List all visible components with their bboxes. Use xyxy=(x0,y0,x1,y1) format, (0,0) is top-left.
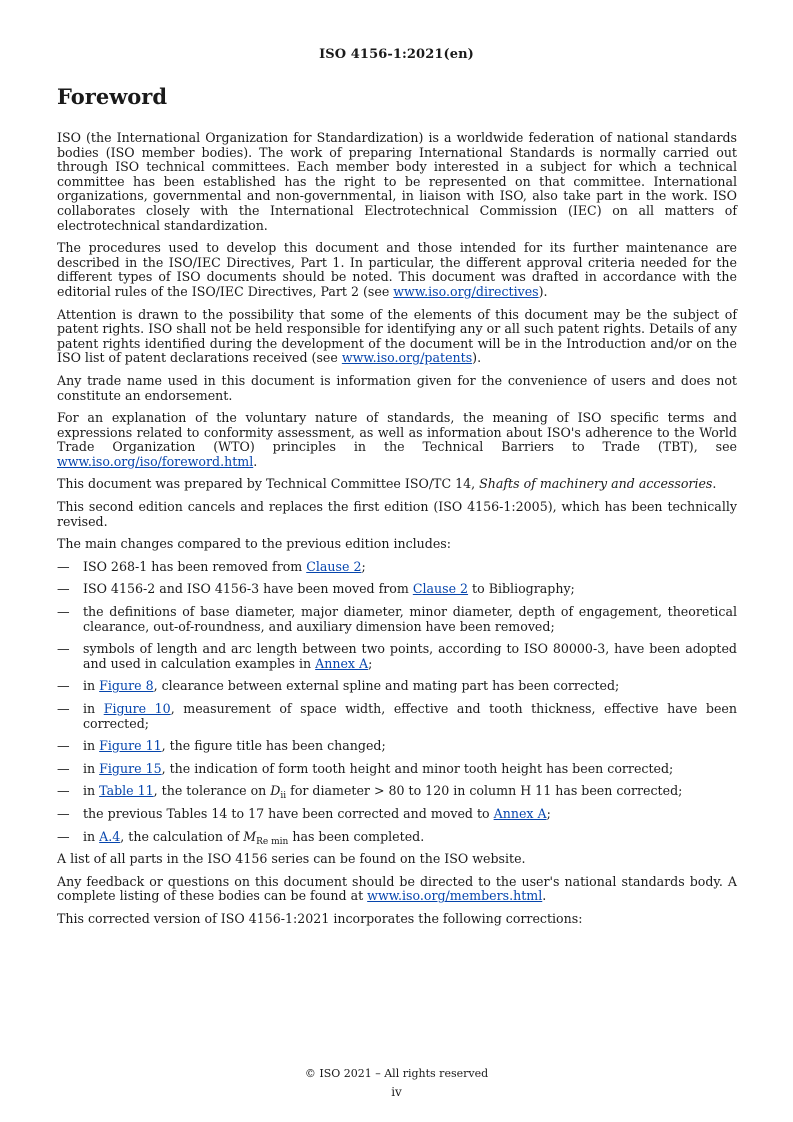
page-title: Foreword xyxy=(57,84,168,109)
dash-bullet: — xyxy=(57,738,70,754)
list-item-text: for diameter > 80 to 120 in column H 11 has been corrected; xyxy=(286,783,683,799)
list-item xyxy=(57,679,737,694)
copyright-footer: © ISO 2021 – All rights reserved xyxy=(304,1067,489,1080)
list-item-text: , the calculation of xyxy=(120,828,244,844)
paragraph-text: This corrected version of ISO 4156-1:2021 incorporates the following corrections: xyxy=(57,910,583,926)
link-figure-11[interactable]: Figure 11 xyxy=(99,738,162,754)
list-item-text: , the tolerance on xyxy=(153,783,271,799)
paragraph-text: . xyxy=(253,453,258,469)
paragraph-trade-name xyxy=(57,374,737,403)
paragraph-text: For an explanation of the voluntary nature of standards, the meaning of ISO specific terms and expressions related to conformity assessment, as well as information about ISO's adherence to the World Trade Organization (WTO) principles in the Technical Barriers to Trade (TBT), see xyxy=(57,410,737,455)
paragraph-text: The main changes compared to the previous edition includes: xyxy=(57,536,451,552)
dash-bullet: — xyxy=(57,701,70,716)
list-item-text: in xyxy=(83,783,100,799)
paragraph-committee xyxy=(57,477,737,492)
paragraph-corrections xyxy=(57,912,737,927)
paragraph-changes-intro xyxy=(57,537,737,552)
list-item-text: in xyxy=(83,828,100,844)
list-item-text: in xyxy=(83,678,100,694)
paragraph-series-list xyxy=(57,852,737,867)
list-item xyxy=(57,702,737,731)
list-item-text: ISO 4156-2 and ISO 4156-3 have been moved from xyxy=(83,581,413,597)
document-id-header: ISO 4156-1:2021(en) xyxy=(319,47,474,62)
link-members[interactable]: www.iso.org/members.html xyxy=(367,888,543,904)
link-figure-10[interactable]: Figure 10 xyxy=(103,701,171,716)
link-figure-8[interactable]: Figure 8 xyxy=(99,678,154,694)
dash-bullet: — xyxy=(57,805,70,821)
link-clause-2[interactable]: Clause 2 xyxy=(412,581,469,597)
paragraph-text: Any trade name used in this document is information given for the convenience of users and does not constitute an endorsement. xyxy=(57,372,737,403)
dash-bullet: — xyxy=(57,760,70,776)
list-item-text: to Bibliography; xyxy=(468,581,575,597)
paragraph-procedures xyxy=(57,241,737,299)
paragraph-iso-intro xyxy=(57,131,737,233)
link-a-4[interactable]: A.4 xyxy=(99,828,121,844)
link-annex-a[interactable]: Annex A xyxy=(493,805,547,821)
committee-title: Shafts of machinery and accessories xyxy=(479,476,713,492)
paragraph-text: ). xyxy=(472,350,482,366)
math-subscript: ii xyxy=(280,791,287,802)
changes-list xyxy=(57,558,737,847)
list-item xyxy=(57,807,737,822)
math-symbol: D xyxy=(270,783,281,799)
paragraph-feedback xyxy=(57,875,737,904)
math-symbol: M xyxy=(243,828,257,844)
list-item-text: in xyxy=(83,760,100,776)
list-item-text: , the indication of form tooth height and minor tooth height has been corrected; xyxy=(161,760,674,776)
list-item-text: ; xyxy=(546,805,551,821)
list-item xyxy=(57,830,737,845)
dash-bullet: — xyxy=(57,678,70,694)
paragraph-voluntary-nature xyxy=(57,411,737,469)
foreword-section xyxy=(57,83,737,935)
paragraph-text: The procedures used to develop this document and those intended for its further maintenance are described in the ISO/IEC Directives, Part 1. In particular, the different approval criteria needed for the different types of ISO documents should be noted. This document was drafted in accordance with the editorial rules of the ISO/IEC Directives, Part 2 (see xyxy=(57,240,737,299)
paragraph-text: This document was prepared by Technical Committee ISO/TC 14, xyxy=(57,476,480,492)
list-item xyxy=(57,762,737,777)
page-number: iv xyxy=(391,1085,402,1099)
paragraph-text: A list of all parts in the ISO 4156 series can be found on the ISO website. xyxy=(57,851,526,867)
dash-bullet: — xyxy=(57,558,70,574)
list-item xyxy=(57,783,737,802)
math-subscript: Re min xyxy=(256,836,289,847)
list-item-text: , the figure title has been changed; xyxy=(161,738,386,754)
list-item xyxy=(57,560,737,575)
list-item xyxy=(57,582,737,597)
paragraph-text: Attention is drawn to the possibility that some of the elements of this document may be the subject of patent rights. ISO shall not be held responsible for identifying any or all such patent rights. Details of any patent rights identified during the development of the document will be in the Introduction and/or on the ISO list of patent declarations received (see xyxy=(57,306,737,366)
paragraph-text: ). xyxy=(538,283,548,299)
dash-bullet: — xyxy=(57,581,70,597)
dash-bullet: — xyxy=(57,783,70,799)
paragraph-text: This second edition cancels and replaces the first edition (ISO 4156-1:2005), which has been technically revised. xyxy=(57,499,737,529)
list-item-text: has been completed. xyxy=(288,828,425,844)
paragraph-text: ISO (the International Organization for Standardization) is a worldwide federation of national standards bodies (ISO member bodies). The work of preparing International Standards is normally carried out through ISO technical committees. Each member body interested in a subject for which a technical committee has been established has the right to be represented on that committee. International organizations, governmental and non-governmental, in liaison with ISO, also take part in the work. ISO collaborates closely with the International Electrotechnical Commission (IEC) on all matters of electrotechnical standardization. xyxy=(57,130,737,233)
link-table-11[interactable]: Table 11 xyxy=(99,783,154,799)
list-item-text: in xyxy=(83,738,100,754)
list-item-text: ; xyxy=(361,558,366,574)
link-annex-a[interactable]: Annex A xyxy=(315,655,369,671)
paragraph-text: . xyxy=(712,476,717,492)
link-figure-15[interactable]: Figure 15 xyxy=(99,760,162,776)
list-item-text: , measurement of space width, effective and tooth thickness, effective have been corrected; xyxy=(83,701,737,731)
paragraph-text: Any feedback or questions on this document should be directed to the user's national standards body. A complete listing of these bodies can be found at xyxy=(57,873,737,904)
paragraph-patents xyxy=(57,308,737,366)
list-item-text: symbols of length and arc length between two points, according to ISO 80000-3, have been adopted and used in calculation examples in xyxy=(83,641,737,671)
link-clause-2[interactable]: Clause 2 xyxy=(306,558,362,574)
paragraph-text: . xyxy=(542,888,547,904)
list-item xyxy=(57,605,737,634)
dash-bullet: — xyxy=(57,828,70,844)
dash-bullet: — xyxy=(57,641,70,657)
list-item xyxy=(57,642,737,671)
list-item-text: ISO 268-1 has been removed from xyxy=(83,558,307,574)
link-patents[interactable]: www.iso.org/patents xyxy=(341,350,473,366)
list-item-text: the previous Tables 14 to 17 have been corrected and moved to xyxy=(83,805,494,821)
list-item-text: , clearance between external spline and mating part has been corrected; xyxy=(153,678,620,694)
list-item-text: in xyxy=(83,701,104,716)
paragraph-edition xyxy=(57,500,737,529)
link-foreword[interactable]: www.iso.org/iso/foreword.html xyxy=(57,453,254,469)
dash-bullet: — xyxy=(57,604,70,620)
list-item-text: the definitions of base diameter, major diameter, minor diameter, depth of engagement, theoretical clearance, out-of-roundness, and auxiliary dimension have been removed; xyxy=(83,604,737,634)
link-directives[interactable]: www.iso.org/directives xyxy=(393,283,539,299)
list-item-text: ; xyxy=(368,655,373,671)
list-item xyxy=(57,739,737,754)
